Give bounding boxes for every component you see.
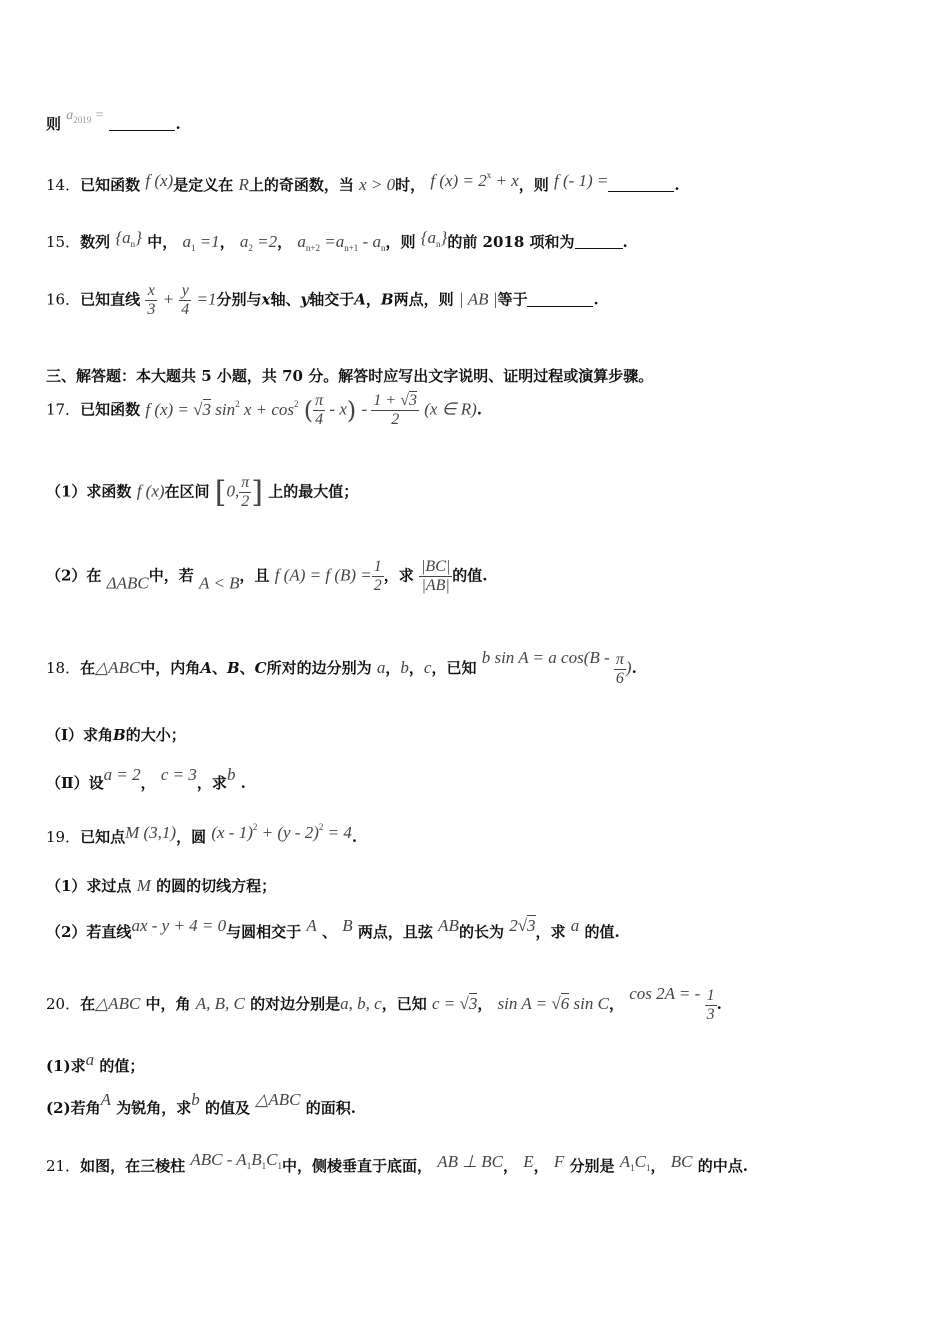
question-19-part-1: （1）求过点 M 的圆的切线方程； [46,876,277,895]
question-18-part-2: （Ⅱ）设a = 2， c = 3，求b . [46,765,246,792]
question-18-part-1: （Ⅰ）求角B的大小； [46,726,186,744]
answer-blank[interactable] [575,234,623,249]
answer-blank[interactable] [109,116,175,131]
section-heading: 三、解答题：本大题共 5 小题，共 70 分。解答时应写出文字说明、证明过程或演算步骤。 [46,367,654,385]
question-19: 19．已知点M (3,1)，圆 (x - 1)$^2$ + (y - 2)$^2$ = 4. [46,822,358,846]
question-20: 20．在△ABC 中，角 A, B, C 的对边分别是a, b, c，已知 c = √3， sin A = √6 sin C， cos 2A = - $\frac{1}{3}$ . [46,984,722,1023]
question-19-part-2: （2）若直线ax - y + 4 = 0与圆相交于 A 、 B 两点，且弦 AB的长为 2√3，求 a 的值. [46,916,620,941]
question-18: 18．在△ABC中，内角A、B、C所对的边分别为 a，b，c，已知 b sin A = a cos(B - $\frac{\pi}{6}$ ). [46,648,637,687]
answer-blank[interactable] [527,292,593,307]
question-17-part-2: （2）在 ΔABC中，若 A < B，且 f (A) = f (B) = $\frac{1}{2}$ ，求 $\frac{|BC|}{|AB|}$ 的值. [46,558,488,594]
q13-tail: 则 $a_{2019}$ = . [46,108,181,133]
question-20-part-1: (1)求a 的值； [46,1050,145,1075]
question-14: 14．已知函数 f (x)是定义在 R上的奇函数，当 x > 0时， f $(x) = 2^x + x$，则 f (- 1) = . [46,170,680,194]
question-15: 15．数列 $\{a_n\}$ 中， $a_1 =1$， $a_2 =2$， $a_{n+2} =a_{n+1} - a_n$，则 $\{a_n\}$的前 2018 项和为 . [46,228,628,253]
question-17-part-1: （1）求函数 f (x)在区间 [0, $\frac{\pi}{2}$ ] 上的最大值； [46,474,359,510]
question-21: 21．如图，在三棱柱 ABC - $A_1B_1C_1$中，侧棱垂直于底面， AB ⊥ BC， E， F 分别是 $A_1C_1$， BC 的中点. [46,1150,748,1175]
question-17: 17．已知函数 f (x) = √3 $\sin^2 x + \cos^2$ ( $\frac{\pi}{4}$ - x) - $\frac{1 + √3}{2}$ (x ∈ R). [46,392,483,428]
question-20-part-2: (2)若角A 为锐角，求b 的值及 △ABC 的面积. [46,1090,356,1117]
question-16: 16．已知直线 $\frac{x}{3}$ + $\frac{y}{4}$ =1分别与x轴、y轴交于A，B两点，则 | AB |等于 . [46,282,599,318]
answer-blank[interactable] [608,177,674,192]
